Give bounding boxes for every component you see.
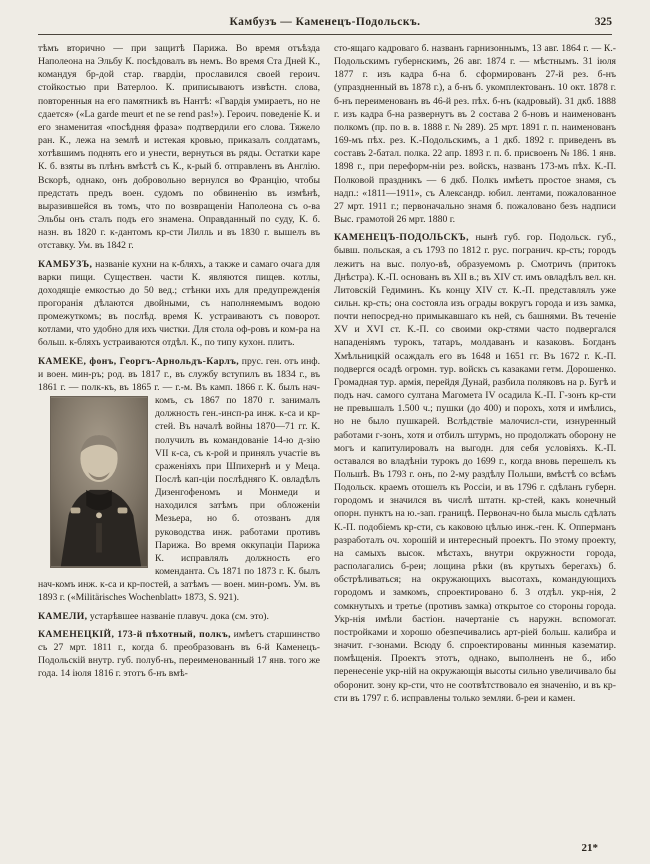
article-text: прус. ген. отъ инф. и воен. мин-ръ; род. въ 1817 г., въ службу вступилъ въ 1834 г., въ 1861 г. — полк-къ, въ 1865 г. — г.-м. Въ камп. 1866 г. К. былъ нач-комъ, съ xyxy=(38,355,320,407)
article-text: устарѣвшее названіе плавуч. дока (см. это). xyxy=(89,610,269,622)
portrait-photo-kameke xyxy=(50,396,148,568)
header-rule xyxy=(38,34,612,35)
left-column xyxy=(38,42,320,838)
article-kamenetskiy-polk xyxy=(38,628,320,681)
portrait-illustration xyxy=(51,397,147,567)
article-kamenetskiy-continuation xyxy=(334,42,616,226)
right-column xyxy=(334,42,616,838)
article-headword: КАМЕКЕ, фонъ, Георгъ-Арнольдъ-Карлъ, xyxy=(38,355,240,367)
article-headword: КАМЕЛИ, xyxy=(38,610,88,622)
article-text: имѣетъ старшинство съ 27 мрт. 1811 г., когда б. преобразованъ въ 6-й Каменецъ-Подольскій внутр. губ. полуб-нъ, переименованный 17 янв. того же года. 14 іюля 1816 г. этотъ б-нъ вмѣ- xyxy=(38,628,320,680)
article-kamenets-podolsk xyxy=(334,231,616,705)
page-header xyxy=(38,16,612,32)
running-head-title: Камбузъ — Каменецъ-Подольскъ. xyxy=(229,16,421,28)
article-text: названіе кухни на к-бляхъ, а также и самаго очага для варки пищи. Существен. части К. являются пищев. котлы, доходящіе емкостью до 50 вед.; стѣнки ихъ для предупрежденія прогоранія дѣлаются двойными, съ наполняемымъ водою промежуткомъ; въ послѣд. время К. устраиваютъ съ поворот. котлами, что удобно для ихъ чистки. Для стола оф-ровъ и ком-ра на больш. к-бляхъ устраиваются отдѣл. К., по типу кухон. плитъ. xyxy=(38,258,320,349)
signature-mark: 21* xyxy=(581,842,598,854)
page-number: 325 xyxy=(594,16,612,28)
article-kameke xyxy=(38,355,320,605)
article-text: тѣмъ вторично — при защитѣ Парижа. Во время отъѣзда Наполеона на Эльбу К. посѣдовалъ въ немъ. Во время Ста Дней К., командуя бр-дой стар. гвардіи, прославился своей героич. стойкостью при Ватерлоо. К. приписываютъ извѣстн. слова, повторенныя на его памятникѣ въ Нантѣ: «Гвардія умираетъ, но не сдается» («La garde meurt et ne se rend pas!»). Героич. поведеніе К. и его знаменитая «посѣдняя фраза» подтвердили его слова. Тяжело ран. К., лежа на землѣ и истекая кровью, приказалъ солдатамъ, хотѣвшимъ поднять его и унести, вернуться въ ряды. Остатки каре К. б. взяты въ плѣнъ вмѣстѣ съ К., к-рый б. отправленъ въ Англію. Вскорѣ, однако, онъ добровольно вернулся во Францію, чтобы предстать предъ воен. судомъ по обвиненію въ измѣнѣ, выразившейся въ томъ, что по возвращеніи Наполеона съ о-ва Эльбы онъ сталъ подъ его знамена. Оправданный по суду, К. б. назн. въ 1820 г. к-дантомъ кр-сти Лилль и въ 1830 г. вышелъ въ отставку. Ум. въ 1842 г. xyxy=(38,43,320,252)
article-text: 1867 по 1870 г. занималъ должность ген.-инсп-ра инж. к-са и кр-стей. Въ началѣ войны 1870—71 гг. К. получилъ въ командованіе 14-ю д-зію VII к-са, съ к-рой и принялъ участіе въ сраженіяхъ при Шпихернѣ и у Меца. Послѣ кап-ціи послѣдняго К. овладѣлъ Дизенгофеномъ и Монмеди и находился затѣмъ при обложеніи Мезьера, но б. отозванъ для руководства инж. работами противъ Парижа. Во время оккупаціи Парижа К. исправлялъ должность его коменданта. Съ 1871 по 1873 г. К. былъ нач-комъ инж. к-са и кр-постей, а затѣмъ — воен. мин-ромъ. Ум. въ 1893 г. («Militärisches Wochenblatt» 1873, S. 921). xyxy=(38,395,320,604)
article-headword: КАМЕНЕЦЪ-ПОДОЛЬСКЪ, xyxy=(334,232,469,244)
article-headword: КАМБУЗЪ, xyxy=(38,258,93,270)
article-kambuz xyxy=(38,258,320,350)
article-text: нынѣ губ. гор. Подольск. губ., бывш. польская, а съ 1793 по 1812 г. рус. погранич. кр-сть; городъ лежитъ на выс. полуо-вѣ, образуемомъ р. Смотричъ (притокъ Днѣстра). К.-П. основанъ въ XII в.; въ XIV ст. имъ овладѣлъ вел. кн. Литовскій Гедиминъ. Къ концу XIV ст. К.-П. представлялъ уже сильн. кр-сть; она состояла изъ ограды вокругъ города и изъ замка, почти непосред-но примыкавшаго къ ней, съ башнями. Въ теченіе XV и XVI ст. К.-П. со своими окр-стями часто подвергался нападеніямъ турокъ, татаръ, молдаванъ и казаковъ. Богданъ Хмѣльницкій осаждалъ его въ 1648 и 1651 гг. Въ 1672 г. К.-П. подвергся осадѣ огромн. тур. войскъ съ казаками гетм. Дорошенко. Громадная тур. армія, перейдя Дунай, разбила поляковъ на р. Бугѣ и подъ нач. самого султана Магомета IV осадила К.-П. Г-зонъ кр-сти не превышалъ 1.500 ч.; пушки (до 400) и порохъ, хотя и имѣлись, но не было пушкарей. Вслѣдствіе малочисл-сти, изнуренный работами г-зонъ, хотя и отбилъ штурмъ, но продолжать оборону не могъ и капитулировалъ на выгодн. для себя условіяхъ. К.-П. оставался во владѣніи турокъ до 1699 г., когда вновь перешелъ къ Польшѣ. Въ 1793 г. онъ, по 2-му раздѣлу Польши, вмѣстѣ со всѣмъ Подольск. краемъ отошелъ къ Россіи, и въ 1796 г. сдѣланъ губерн. городомъ и значился въ числѣ штатн. кр-стей, какъ конечный опорн. пунктъ на ю.-зап. границѣ. Первонач-но была мысль сдѣлать К.-П. подобіемъ кр-сти, съ каковою цѣлью инж.-ген. К. Опперманъ разработалъ оч. хорошій и интересный проектъ. По этому проекту, на самыхъ высок. мѣстахъ, внутри окружности города, располагались б-реи; лощина рѣки (въ крутыхъ берегахъ) б. обстрѣливаться; на окружающихъ высотахъ, командующихъ городомъ и замкомъ, спроектировано б. 3 отдѣл. укр-нія, 2 сомкнутыхъ и третье (противъ замка) открытое со стороны города. Укр-нія имѣли бастіон. начертаніе съ наружн. вспомогат. постройками и хорошо обезпечивались арт-ріей больш. калибра и значит. г-зонами. Всюду б. спроектированы минныя казематир. помѣщенія. Проектъ этотъ, однако, выполненъ не б., ибо перенесеніе укр-ній на окружающія высоты сильно увеличивало бы оборонит. зону кр-сти, что не соотвѣтствовало ея значенію, и въ кр-сти въ 1797 г. б. исправлены только земляи. б-реи и камен. xyxy=(334,232,616,704)
article-kameli xyxy=(38,610,320,623)
article-headword: КАМЕНЕЦКІЙ, 173-й пѣхотный, полкъ, xyxy=(38,628,231,640)
article-text: сто-ящаго кадроваго б. названъ гарнизоннымъ, 13 авг. 1864 г. — К.-Подольскимъ губернскимъ, 26 авг. 1874 г. — мѣстнымъ. 31 іюля 1877 г. изъ кадра б-на б. сформированъ 27-й рез. б-нъ (упраздненный въ 1878 г.), а б-нъ б. укомплектованъ. 10 окт. 1878 г. б-нъ переименованъ въ 46-й рез. пѣх. б-нъ (кадровый). 31 дкб. 1888 г. изъ кадра б-на развернутъ въ 2 состава 2 б-новъ и наименованъ полкомъ (пр. по в. в. 1888 г. № 289). 25 мрт. 1891 г. п. наименованъ 169-мъ пѣх. рез. К.-Подольскимъ, а 1 дкб. 1892 г. приведенъ въ составъ 2-батал. полка. 22 апр. 1893 г. п. б. присвоенъ № 186. 1 янв. 1898 г., при переформ-ніи рез. войскъ, названъ 173-мъ пѣх. К.-П. Полковой праздникъ — 6 дкб. Полкъ имѣетъ простое знамя, съ надп.: «1811—1911», съ Александр. юбил. лентами, пожалованное 27 мрт. 1911 г.; первоначально знамя б. пожаловано безъ надписи Выс. грамотой 26 мрт. 1880 г. xyxy=(334,43,616,226)
article-cambronne-continuation xyxy=(38,42,320,253)
